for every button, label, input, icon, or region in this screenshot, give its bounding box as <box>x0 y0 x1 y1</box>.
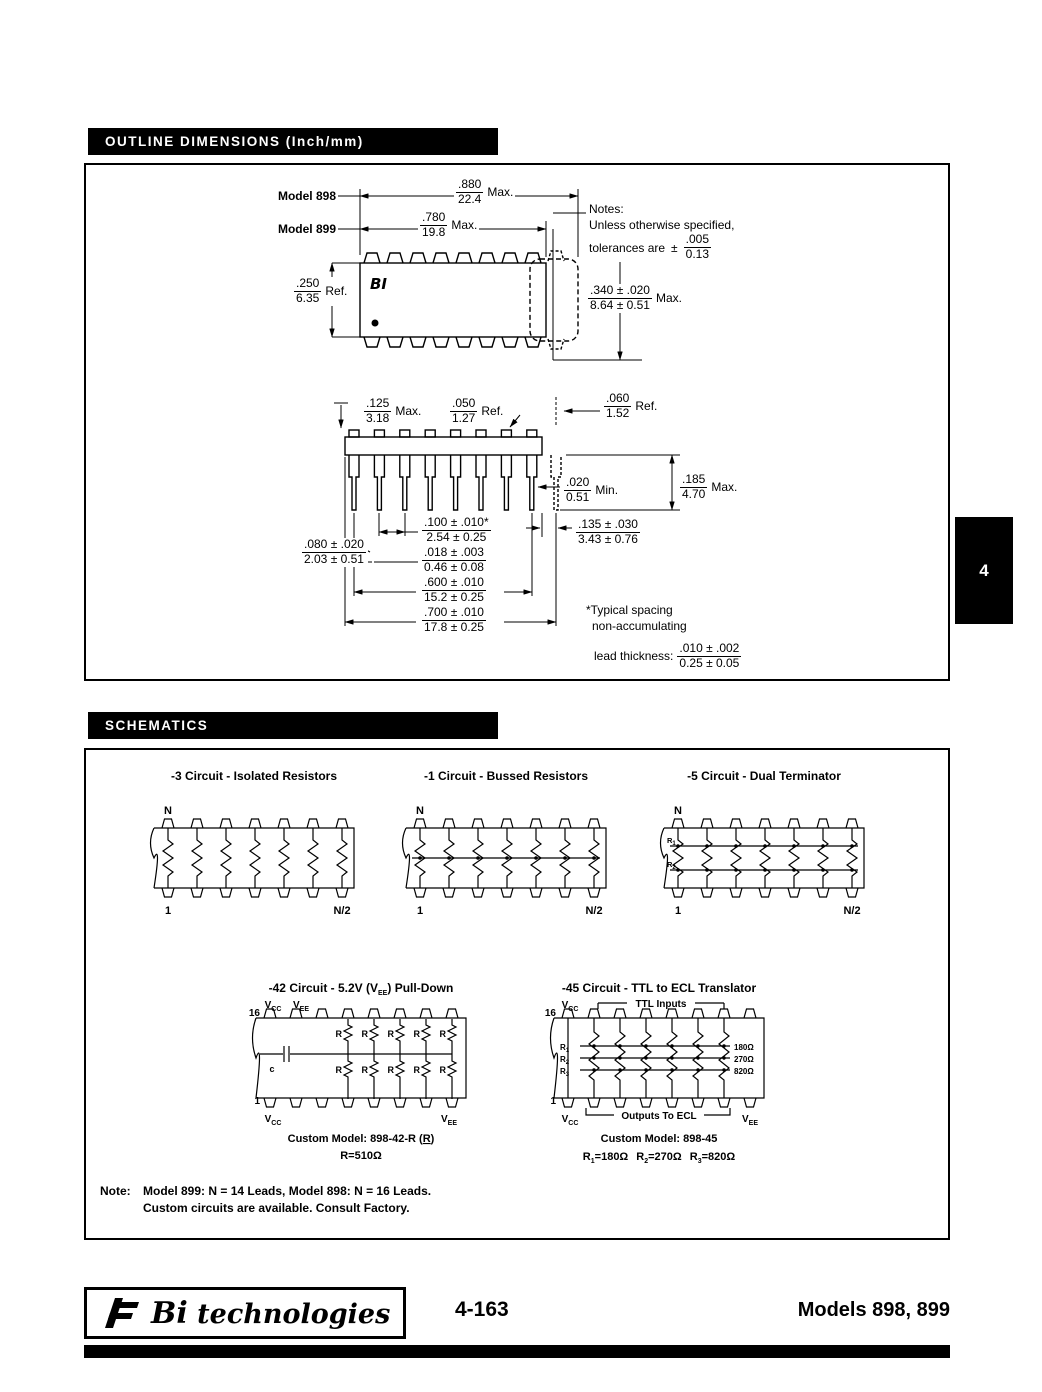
model-899-label: Model 899 <box>277 222 336 236</box>
resistor-label: R <box>335 1029 342 1039</box>
top-view <box>360 251 578 349</box>
dim-050: $\frac{.050}{1.27}$ Ref. <box>448 397 505 426</box>
dim-780-suffix: Max. <box>451 218 478 233</box>
r2-bus-label: $R_2$ <box>667 860 676 871</box>
vcc-top-label: $V_{CC}$ <box>264 1000 282 1013</box>
lead-thickness <box>592 642 743 671</box>
r180-value: 180Ω <box>734 1043 754 1052</box>
vcc-top-label: $V_{CC}$ <box>561 1000 579 1013</box>
dim-080: $\frac{.080 \pm .020}{2.03 \pm 0.51}$ <box>300 538 368 567</box>
outline-drawing <box>86 165 948 679</box>
dim-780-fraction: $\frac{.780}{19.8}$ <box>422 210 446 239</box>
pin-1-label: 1 <box>254 1096 260 1107</box>
dim-135: $\frac{.135 \pm .030}{3.43 \pm 0.76}$ <box>574 518 642 547</box>
translator-title: -45 Circuit - TTL to ECL Translator <box>561 981 757 995</box>
dim-600: $\frac{.600 \pm .010}{15.2 \pm 0.25}$ <box>420 576 488 605</box>
pin-1-label: 1 <box>674 905 682 917</box>
resistor-label: R <box>439 1065 446 1075</box>
dim-185: $\frac{.185}{4.70}$ Max. <box>678 473 739 502</box>
brand-wordmark: Bi technologies <box>151 1295 391 1331</box>
terminator-title: -5 Circuit - Dual Terminator <box>687 769 841 783</box>
notes-tolerance-line: tolerances are ± $\frac{.005}{0.13}$ <box>589 232 709 262</box>
drawing-text <box>370 275 387 293</box>
schematics-section-title: SCHEMATICS <box>105 718 209 733</box>
dim-880 <box>454 178 515 207</box>
vcc-bottom-label: $V_{CC}$ <box>561 1114 579 1127</box>
pin-n-label: N <box>164 805 172 817</box>
footer-rule <box>84 1345 950 1358</box>
resistor-label: R <box>413 1029 420 1039</box>
dim-125: $\frac{.125}{3.18}$ Max. <box>362 397 423 426</box>
page-number: 4-163 <box>455 1298 509 1321</box>
r1-bus-label: $R_1$ <box>667 836 676 847</box>
dim-780 <box>418 211 479 240</box>
r1-label: $R_1$ <box>560 1043 570 1054</box>
r270-value: 270Ω <box>734 1055 754 1064</box>
typical-spacing-note: *Typical spacing non-accumulating <box>586 603 687 634</box>
plus-minus-sign: ± <box>671 240 678 255</box>
notes-title: Notes: <box>589 202 624 216</box>
outputs-ecl-label: Outputs To ECL <box>621 1111 697 1122</box>
bussed-title: -1 Circuit - Bussed Resistors <box>423 769 589 783</box>
capacitor-label: c <box>269 1064 275 1074</box>
dim-060: $\frac{.060}{1.52}$ Ref. <box>602 392 659 421</box>
resistor-label: R <box>439 1029 446 1039</box>
tolerance-fraction: $\frac{.005}{0.13}$ <box>685 232 709 262</box>
note-line-1: Model 899: N = 14 Leads, Model 898: N = 16 Leads. <box>143 1184 432 1198</box>
lead-thickness-fraction: $\frac{.010 \pm .002}{0.25 \pm 0.05}$ <box>679 641 740 670</box>
notes-block <box>589 201 734 262</box>
resistor-label: R <box>361 1065 368 1075</box>
pin-n-label: N <box>674 805 682 817</box>
outline-section-title: OUTLINE DIMENSIONS (Inch/mm) <box>105 134 364 149</box>
pin-16-label: 16 <box>248 1008 260 1019</box>
dim-250: $\frac{.250}{6.35}$ Ref. <box>292 277 349 306</box>
pin-n-label: N <box>416 805 424 817</box>
isolated-title: -3 Circuit - Isolated Resistors <box>170 769 338 783</box>
pin-n2-label: N/2 <box>843 905 861 917</box>
resistor-label: R <box>387 1065 394 1075</box>
pin-n2-label: N/2 <box>333 905 351 917</box>
schematics-section-header <box>88 712 498 739</box>
outline-section-header <box>88 128 498 155</box>
dim-880-suffix: Max. <box>487 185 514 200</box>
lead-thickness-label: lead thickness: <box>594 649 674 664</box>
bi-logo-glyph <box>99 1294 141 1332</box>
pin-1-label: 1 <box>550 1096 556 1107</box>
schematics-drawing <box>86 750 948 1238</box>
side-view <box>345 430 561 510</box>
brand-logo-box <box>84 1287 406 1339</box>
vee-top-label: $V_{EE}$ <box>292 1000 310 1013</box>
model-898-label: Model 898 <box>277 189 336 203</box>
vcc-bottom-label: $V_{CC}$ <box>264 1114 282 1127</box>
footer-models: Models 898, 899 <box>797 1299 950 1321</box>
schematics-panel <box>84 748 950 1240</box>
resistor-label: R <box>335 1065 342 1075</box>
vee-bottom-label: $V_{EE}$ <box>440 1114 458 1127</box>
dim-880-fraction: $\frac{.880}{22.4}$ <box>458 177 482 206</box>
dim-020: $\frac{.020}{0.51}$ Min. <box>562 476 620 505</box>
dim-700: $\frac{.700 \pm .010}{17.8 \pm 0.25}$ <box>420 606 488 635</box>
dim-340: $\frac{.340 \pm .020}{8.64 \pm 0.51}$ Max. <box>586 284 684 313</box>
resistor-label: R <box>413 1065 420 1075</box>
dim-100: $\frac{.100 \pm .010*}{2.54 \pm 0.25}$ <box>420 516 493 545</box>
pin-1-label: 1 <box>416 905 424 917</box>
outline-drawing-panel <box>84 163 950 681</box>
pin-16-label: 16 <box>544 1008 556 1019</box>
dim-018: $\frac{.018 \pm .003}{0.46 \pm 0.08}$ <box>420 546 488 575</box>
custom-model-42: Custom Model: 898-42-R (R) <box>287 1133 435 1145</box>
side-tab-number: 4 <box>979 560 989 580</box>
resistor-label: R <box>361 1029 368 1039</box>
note-line-2: Custom circuits are available. Consult Factory. <box>143 1201 410 1215</box>
pin1-dot <box>372 320 379 327</box>
resistor-label: R <box>387 1029 394 1039</box>
page-side-tab <box>955 517 1013 624</box>
schematic-line-art <box>151 819 865 1115</box>
pin-1-label: 1 <box>164 905 172 917</box>
pulldown-title: -42 Circuit - 5.2V $(V_{EE})$ Pull-Down <box>268 981 454 997</box>
r820-value: 820Ω <box>734 1067 754 1076</box>
chip-brand-mark: BI <box>370 275 388 293</box>
vee-bottom-label: $V_{EE}$ <box>741 1114 759 1127</box>
r-values-formula: $R_1=180\Omega$ $R_2=270\Omega$ $R_3=820\Omega$ <box>582 1151 736 1165</box>
custom-model-45: Custom Model: 898-45 <box>600 1133 718 1145</box>
ttl-inputs-label: TTL Inputs <box>635 999 687 1010</box>
note-label: Note: <box>100 1184 131 1198</box>
r3-label: $R_3$ <box>560 1067 570 1078</box>
r2-label: $R_2$ <box>560 1055 570 1066</box>
pin-n2-label: N/2 <box>585 905 603 917</box>
notes-line: Unless otherwise specified, <box>589 218 735 233</box>
r510-value: R=510Ω <box>340 1150 382 1162</box>
